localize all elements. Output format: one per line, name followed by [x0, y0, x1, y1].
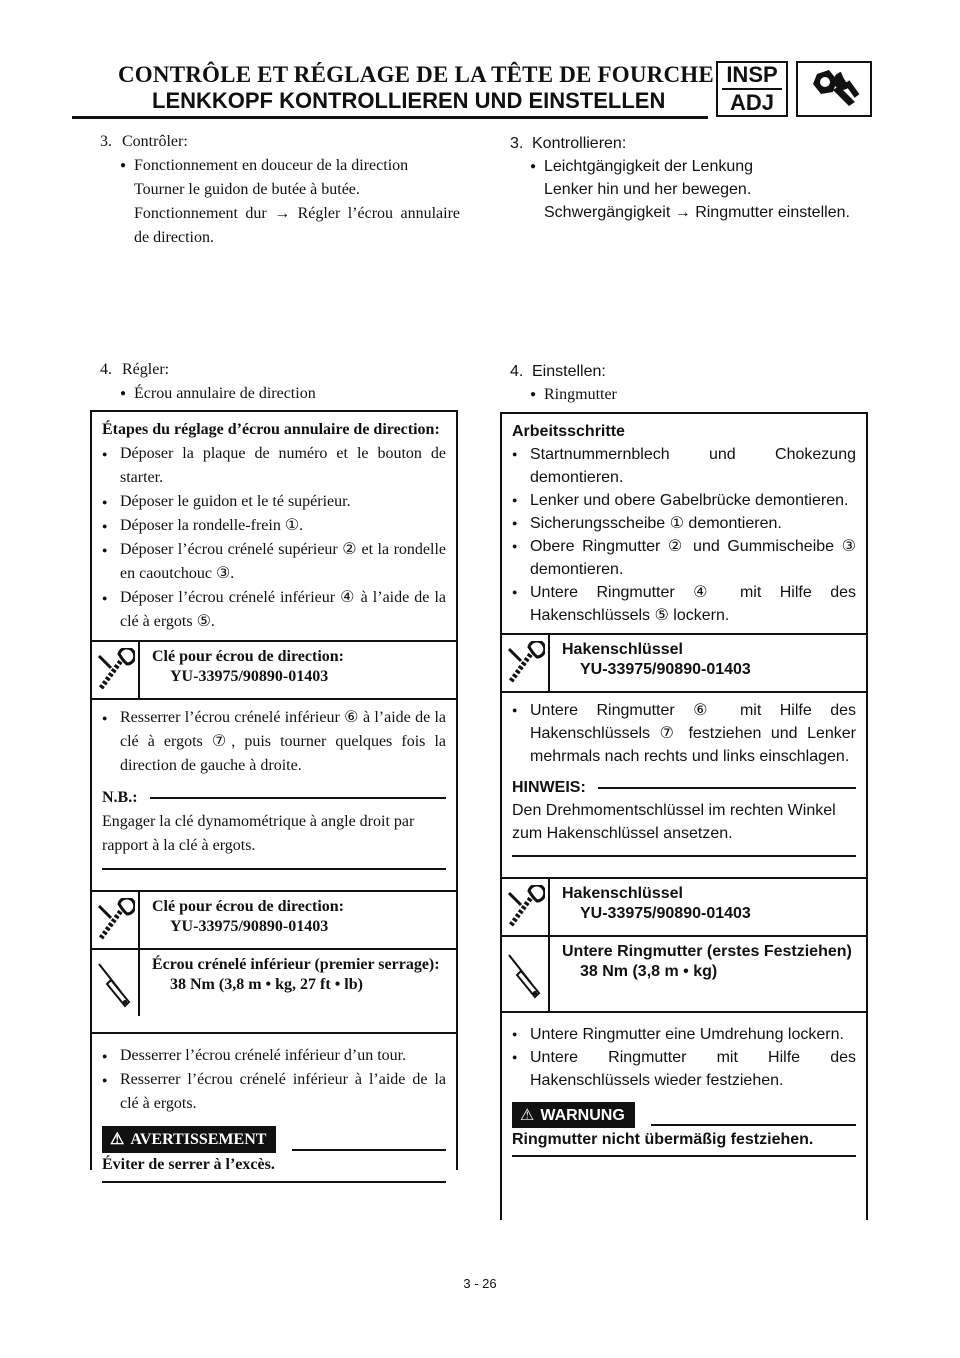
fr-box-item: ● Déposer le guidon et le té supérieur.	[102, 490, 446, 514]
fr-box-item: ● Déposer l’écrou crénelé supérieur ② et la rondelle en caoutchouc ③.	[102, 538, 446, 586]
fr-tool1-value: YU-33975/90890-01403	[170, 668, 329, 685]
fr-note-text: Engager la clé dynamométrique à angle droit par rapport à la clé à ergots.	[102, 813, 415, 854]
de-step4-num: 4.	[510, 363, 524, 380]
fr-step4	[100, 358, 460, 406]
de-step3-line1: Lenker hin und her bewegen.	[544, 181, 752, 198]
de-box-item-end: ● Untere Ringmutter eine Umdrehung lockern.	[512, 1023, 856, 1046]
de-warning-badge	[512, 1102, 635, 1128]
de-torque-label: Untere Ringmutter (erstes Festziehen)	[562, 943, 852, 960]
page-title-fr: CONTRÔLE ET RÉGLAGE DE LA TÊTE DE FOURCHE	[118, 62, 714, 87]
fr-step3-bullet: ● Fonctionnement en douceur de la direction	[134, 154, 460, 178]
fr-tool2-value: YU-33975/90890-01403	[170, 918, 329, 935]
de-box-item: ● Sicherungsscheibe ① demontieren.	[512, 512, 856, 535]
de-tool1-row	[502, 633, 866, 691]
badge-bottom: ADJ	[729, 90, 774, 115]
de-tool1-value: YU-33975/90890-01403	[580, 661, 751, 678]
fr-tool1-label: Clé pour écrou de direction:	[152, 648, 344, 665]
wrench-nut-icon	[796, 61, 872, 117]
wrench-icon	[92, 892, 140, 948]
fr-box-item: ● Déposer l’écrou crénelé inférieur ④ à l’aide de la clé à ergots ⑤.	[102, 586, 446, 634]
de-note-end-rule	[512, 855, 856, 857]
header-rule	[72, 116, 708, 119]
de-warning-rule	[651, 1124, 856, 1126]
de-warning-text: Ringmutter nicht übermäßig festziehen.	[512, 1131, 814, 1148]
wrench-icon	[502, 635, 550, 691]
de-tool2-row	[502, 877, 866, 935]
de-tool1-label: Hakenschlüssel	[562, 641, 683, 658]
de-tool2-value: YU-33975/90890-01403	[580, 905, 751, 922]
fr-box-item6: ● Resserrer l’écrou crénelé inférieur ⑥ à l’aide de la clé à ergots ⑦, puis tourner quelques fois la direction de gauche à droite.	[102, 706, 446, 778]
de-tool2-label: Hakenschlüssel	[562, 885, 683, 902]
warning-triangle-icon: ⚠	[520, 1107, 535, 1124]
fr-procedure-box	[90, 410, 458, 1173]
fr-box-heading: Étapes du réglage d’écrou annulaire de direction:	[102, 421, 440, 438]
fr-box-item-end: ● Desserrer l’écrou crénelé inférieur d’un tour.	[102, 1044, 446, 1068]
torque-wrench-icon	[92, 950, 140, 1016]
de-step3	[510, 132, 870, 224]
fr-tool2-row	[92, 890, 456, 948]
de-step4-bullet: ● Ringmutter	[544, 383, 870, 406]
fr-step3	[100, 130, 460, 250]
fr-warning-badge	[102, 1126, 276, 1153]
de-box-item: ● Untere Ringmutter ④ mit Hilfe des Hakenschlüssels ⑤ lockern.	[512, 581, 856, 627]
fr-torque-value: 38 Nm (3,8 m • kg, 27 ft • lb)	[170, 976, 363, 993]
de-box-item6: ● Untere Ringmutter ⑥ mit Hilfe des Hakenschlüssels ⑦ festziehen und Lenker mehrmals nach rechts und links einschlagen.	[512, 699, 856, 768]
page-number: 3 - 26	[463, 1276, 497, 1291]
de-step3-line2: Schwergängigkeit → Ringmutter einstellen.	[544, 204, 850, 221]
de-box-item: ● Obere Ringmutter ② und Gummischeibe ③ demontieren.	[512, 535, 856, 581]
fr-step4-title: Régler:	[122, 361, 170, 378]
de-step4-title: Einstellen:	[532, 363, 606, 380]
de-torque-value: 38 Nm (3,8 m • kg)	[580, 963, 718, 980]
fr-step4-bullet: ● Écrou annulaire de direction	[134, 382, 460, 406]
wrench-icon	[92, 642, 140, 698]
badge-top: INSP	[726, 62, 778, 87]
de-warning-end-rule	[512, 1155, 856, 1157]
warning-triangle-icon: ⚠	[110, 1131, 125, 1148]
fr-warning-text: Éviter de serrer à l’excès.	[102, 1156, 275, 1173]
fr-step3-num: 3.	[100, 133, 112, 150]
fr-step3-title: Contrôler:	[122, 133, 188, 150]
fr-step4-num: 4.	[100, 361, 112, 378]
fr-note-label: N.B.:	[102, 789, 138, 806]
insp-adj-badge	[716, 61, 788, 117]
fr-torque-row	[92, 948, 456, 1016]
fr-box-item-end: ● Resserrer l’écrou crénelé inférieur à l’aide de la clé à ergots.	[102, 1068, 446, 1116]
de-box-item-end: ● Untere Ringmutter mit Hilfe des Hakenschlüssels wieder festziehen.	[512, 1046, 856, 1092]
de-warning-label: WARNUNG	[540, 1107, 625, 1124]
de-note-text: Den Drehmomentschlüssel im rechten Winkel zum Hakenschlüssel ansetzen.	[512, 802, 836, 842]
de-procedure-box	[500, 412, 868, 1220]
de-note-rule	[598, 787, 856, 789]
de-step3-bullet: ● Leichtgängigkeit der Lenkung	[544, 155, 870, 178]
de-step3-title: Kontrollieren:	[532, 135, 627, 152]
de-box-item: ● Startnummernblech und Chokezung demontieren.	[512, 443, 856, 489]
fr-note-rule	[150, 797, 446, 799]
wrench-icon	[502, 879, 550, 935]
fr-step3-line2: Fonctionnement dur → Régler l’écrou annulaire de direction.	[134, 205, 460, 246]
de-box-heading: Arbeitsschritte	[512, 423, 625, 440]
de-box-item: ● Lenker und obere Gabelbrücke demontieren.	[512, 489, 856, 512]
de-torque-row	[502, 935, 866, 1011]
page-title-de: LENKKOPF KONTROLLIEREN UND EINSTELLEN	[152, 88, 666, 113]
fr-step3-line1: Tourner le guidon de butée à butée.	[134, 181, 360, 198]
fr-warning-rule	[292, 1149, 446, 1151]
fr-warning-label: AVERTISSEMENT	[130, 1131, 267, 1148]
de-step3-num: 3.	[510, 135, 524, 152]
fr-warning-end-rule	[102, 1181, 446, 1183]
de-step4	[510, 360, 870, 406]
torque-wrench-icon	[502, 937, 550, 1011]
fr-box-item: ● Déposer la rondelle-frein ①.	[102, 514, 446, 538]
fr-torque-label: Écrou crénelé inférieur (premier serrage):	[152, 956, 440, 973]
fr-tool2-label: Clé pour écrou de direction:	[152, 898, 344, 915]
de-note-label: HINWEIS:	[512, 779, 586, 796]
fr-box-item: ● Déposer la plaque de numéro et le bouton de starter.	[102, 442, 446, 490]
fr-note-end-rule	[102, 868, 446, 870]
fr-tool1-row	[92, 640, 456, 698]
